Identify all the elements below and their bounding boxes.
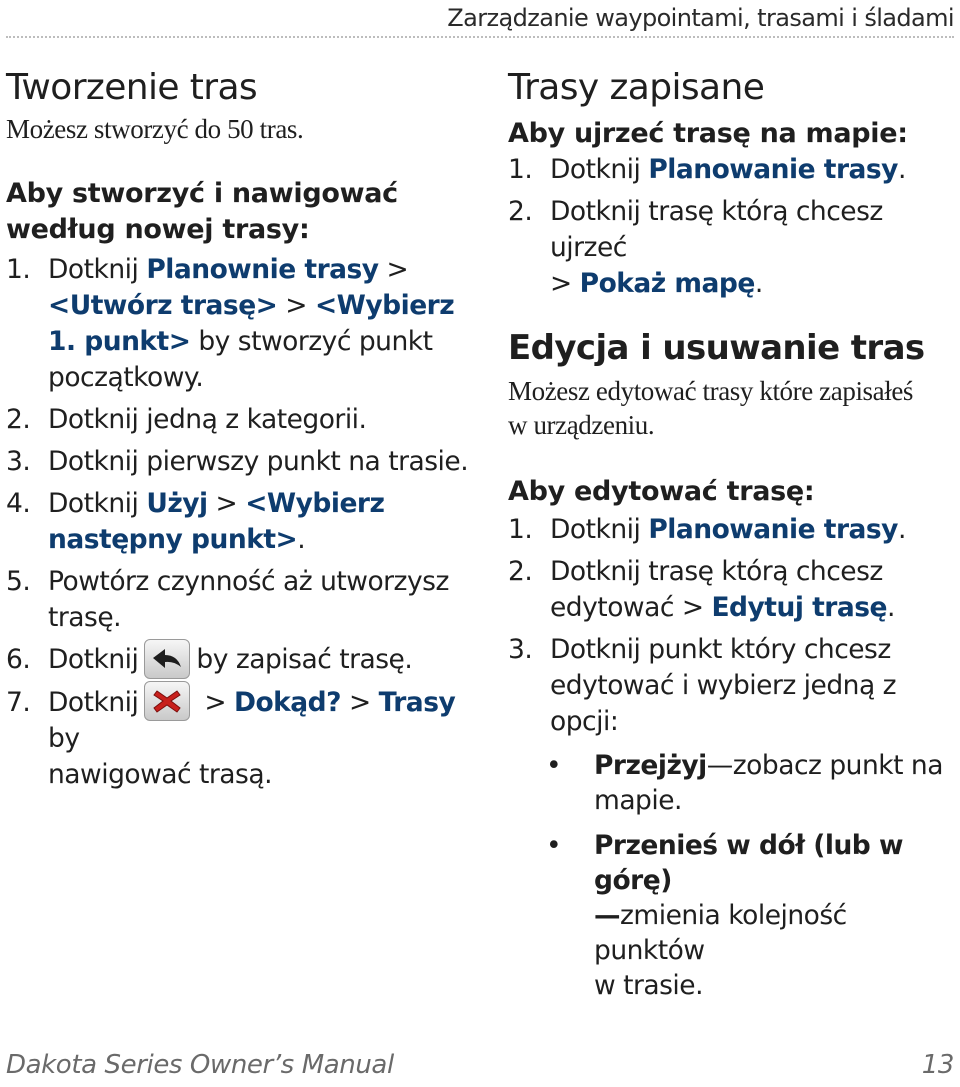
option-desc: zmienia kolejność punktów [594, 900, 847, 966]
menu-ref-select-first-cont: 1. punkt> [48, 326, 191, 357]
menu-ref-use: Użyj [146, 488, 208, 519]
step-text: Dotknij trasę którą chcesz [550, 556, 883, 587]
step-4 [6, 486, 476, 558]
step-text: . [897, 514, 906, 545]
step-text: by stworzyć punkt [190, 326, 433, 357]
header-divider [6, 36, 954, 38]
option-review [508, 748, 956, 818]
step-text: Dotknij trasę którą chcesz ujrzeć [550, 196, 883, 263]
step-text: > [196, 686, 234, 718]
subheading-line-2: według nowej trasy: [6, 214, 310, 245]
heading-creating-routes: Tworzenie tras [6, 67, 258, 108]
step-text: Powtórz czynność aż utworzysz [48, 566, 449, 597]
step-number: 7. [6, 686, 31, 718]
step-text: . [897, 154, 906, 185]
menu-ref-select-first: <Wybierz [314, 290, 455, 321]
step-text: > [207, 488, 246, 519]
heading-edit-delete: Edycja i usuwanie tras [508, 328, 925, 368]
intro-text: Możesz stworzyć do 50 tras. [6, 114, 304, 144]
step-text: edytować i wybierz jedną z opcji: [550, 670, 897, 737]
menu-ref-where-to: Dokąd? [233, 686, 342, 718]
menu-ref-route-planner: Planownie trasy [146, 254, 379, 285]
view-route-steps [508, 152, 956, 302]
page-number: 13 [921, 1050, 954, 1080]
step-number: 1. [508, 514, 533, 545]
left-column [6, 60, 476, 793]
step-number: 3. [6, 446, 31, 477]
step-text: by [48, 723, 80, 754]
step-number: 5. [6, 566, 31, 597]
create-route-steps [6, 252, 476, 793]
step-2 [508, 194, 956, 302]
subheading-view-route: Aby ujrzeć trasę na mapie: [508, 118, 908, 149]
step-text: . [297, 524, 306, 555]
subheading-line-1: Aby stworzyć i nawigować [6, 178, 398, 209]
step-text: Dotknij [48, 644, 139, 675]
menu-ref-show-map: Pokaż mapę [579, 268, 755, 299]
step-number: 1. [508, 154, 533, 185]
step-text: Dotknij [48, 488, 147, 519]
step-text: > [550, 268, 580, 299]
menu-ref-route-planner: Planowanie trasy [648, 514, 898, 545]
step-text: początkowy. [48, 362, 204, 393]
step-5 [6, 564, 476, 636]
heading-saved-routes: Trasy zapisane [508, 67, 765, 108]
red-x-icon [144, 681, 190, 721]
manual-title: Dakota Series Owner’s Manual [6, 1050, 394, 1080]
option-name: Przejżyj [594, 750, 707, 781]
menu-ref-select-next-cont: następny punkt> [48, 524, 298, 555]
step-number: 2. [508, 196, 533, 227]
step-text: Dotknij [48, 254, 147, 285]
step-number: 2. [6, 404, 31, 435]
bullet: • [546, 830, 562, 861]
step-text: Dotknij [550, 514, 649, 545]
step-2 [508, 554, 956, 626]
edit-options-list [508, 748, 956, 1003]
step-6 [6, 642, 476, 679]
intro-line-1: Możesz edytować trasy które zapisałeś [508, 376, 914, 406]
step-text: > [378, 254, 409, 285]
step-3 [508, 632, 956, 740]
bullet: • [546, 750, 562, 781]
menu-ref-create-route: <Utwórz trasę> [48, 290, 278, 321]
intro-edit-text [508, 374, 956, 442]
step-text: Dotknij [48, 686, 139, 718]
option-move [508, 828, 956, 1003]
step-number: 2. [508, 556, 533, 587]
step-3 [6, 444, 476, 480]
step-number: 6. [6, 644, 31, 675]
step-number: 1. [6, 254, 31, 285]
section-title: Zarządzanie waypointami, trasami i śladami [447, 4, 954, 32]
option-name: Przenieś w dół (lub w górę) [594, 830, 903, 896]
step-text: Dotknij [550, 154, 649, 185]
subheading-edit-route: Aby edytować trasę: [508, 476, 815, 507]
step-text: > [277, 290, 315, 321]
step-text: by zapisać trasę. [196, 644, 413, 675]
step-text: . [754, 268, 763, 299]
page-footer [6, 1050, 954, 1086]
step-text: trasę. [48, 602, 122, 633]
step-1 [508, 512, 956, 548]
step-text: nawigować trasą. [48, 759, 273, 790]
step-text: Dotknij punkt który chcesz [550, 634, 891, 665]
right-column [508, 60, 956, 1003]
option-desc: mapie. [594, 785, 682, 816]
step-2 [6, 402, 476, 438]
option-desc: w trasie. [594, 970, 704, 1001]
step-1 [508, 152, 956, 188]
step-number: 3. [508, 634, 533, 665]
step-number: 4. [6, 488, 31, 519]
step-7 [6, 685, 476, 794]
intro-line-2: w urządzeniu. [508, 410, 655, 440]
step-text: Dotknij jedną z kategorii. [48, 404, 367, 435]
step-1 [6, 252, 476, 396]
step-text: . [887, 592, 895, 623]
subheading-create-navigate [6, 176, 476, 248]
page-header [0, 4, 960, 34]
edit-route-steps [508, 512, 956, 740]
step-text: Dotknij pierwszy punkt na trasie. [48, 446, 469, 477]
option-desc: —zobacz punkt na [706, 750, 943, 781]
menu-ref-routes: Trasy [378, 686, 456, 718]
option-dash: — [594, 900, 620, 931]
step-text: edytować > [550, 592, 712, 623]
menu-ref-edit-route: Edytuj trasę [711, 592, 888, 623]
menu-ref-route-planner: Planowanie trasy [648, 154, 898, 185]
step-text: > [341, 686, 379, 718]
menu-ref-select-next: <Wybierz [245, 488, 385, 519]
back-arrow-icon [144, 639, 190, 679]
